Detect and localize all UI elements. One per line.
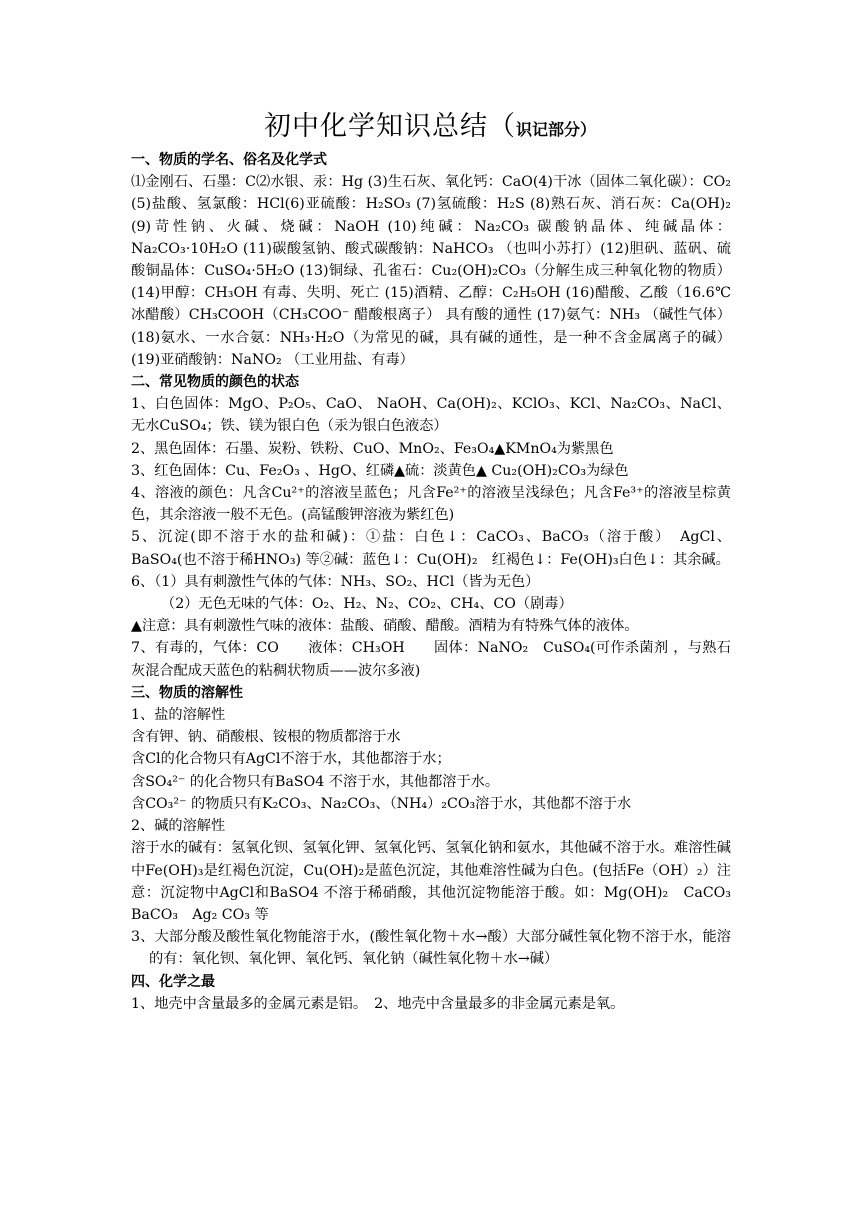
title-main: 初中化学知识总结（ (263, 111, 516, 142)
paragraph: 2、黑色固体：石墨、炭粉、铁粉、CuO、MnO₂、Fe₃O₄▲KMnO₄为紫黑色 (131, 440, 614, 457)
paragraph: 4、溶液的颜色：凡含Cu²⁺的溶液呈蓝色；凡含Fe²⁺的溶液呈浅绿色；凡含Fe³⁺的溶液呈棕黄色，其余溶液一般不无色。(高锰酸钾溶液为紫红色) (131, 485, 731, 524)
paragraph: 含有钾、钠、硝酸根、铵根的物质都溶于水 (131, 729, 401, 746)
paragraph: 2、碱的溶解性 (131, 818, 226, 835)
paragraph: 含CO₃²⁻ 的物质只有K₂CO₃、Na₂CO₃、（NH₄）₂CO₃溶于水，其他都不溶于水 (131, 795, 632, 812)
page-title (0, 110, 860, 147)
paragraph: 6、（1）具有刺激性气体的气体：NH₃、SO₂、HCl（皆为无色） (131, 573, 540, 590)
paragraph: 7、有毒的，气体：CO 液体：CH₃OH 固体：NaNO₂ CuSO₄(可作杀菌剂 ，与熟石灰混合配成天蓝色的粘稠状物质——波尔多液) (131, 640, 731, 679)
paragraph: 含Cl的化合物只有AgCl不溶于水，其他都溶于水； (131, 751, 451, 768)
paragraph: 3、红色固体：Cu、Fe₂O₃ 、HgO、红磷▲硫：淡黄色▲ Cu₂(OH)₂CO₃为绿色 (131, 462, 629, 479)
section-heading: 四、化学之最 (131, 973, 215, 990)
paragraph: 1、地壳中含量最多的金属元素是铝。 2、地壳中含量最多的非金属元素是氧。 (131, 995, 625, 1012)
paragraph: 5、沉淀(即不溶于水的盐和碱)：①盐：白色↓：CaCO₃、BaCO₃（溶于酸） AgCl、BaSO₄(也不溶于稀HNO₃) 等②碱：蓝色↓：Cu(OH)₂ 红褐色↓：Fe(OH)₃白色↓：其余碱。 (131, 529, 731, 568)
section-heading: 三、物质的溶解性 (131, 684, 243, 701)
document-body (131, 149, 746, 1015)
paragraph: 1、白色固体：MgO、P₂O₅、CaO、 NaOH、Ca(OH)₂、KClO₃、KCl、Na₂CO₃、NaCl、无水CuSO₄；铁、镁为银白色（汞为银白色液态） (131, 396, 731, 435)
paragraph: ⑴金刚石、石墨：C⑵水银、汞：Hg (3)生石灰、氧化钙：CaO(4)干冰（固体二氧化碳）：CO₂ (5)盐酸、氢氯酸：HCl(6)亚硫酸：H₂SO₃ (7)氢硫酸：H₂S (8)熟石灰、消石灰：Ca(OH)₂ (9)苛性钠、火碱、烧碱：NaOH (10)纯碱：Na₂CO₃ 碳酸钠晶体、纯碱晶体：Na₂CO₃·10H₂O (11)碳酸氢钠、酸式碳酸钠：NaHCO₃ （也叫小苏打）(12)胆矾、蓝矾、硫酸铜晶体：CuSO₄·5H₂O (13)铜绿、孔雀石：Cu₂(OH)₂CO₃（分解生成三种氧化物的物质）(14)甲醇：CH₃OH 有毒、失明、死亡 (15)酒精、乙醇：C₂H₅OH (16)醋酸、乙酸（16.6℃冰醋酸）CH₃COOH（CH₃COO⁻ 醋酸根离子） 具有酸的通性 (17)氨气：NH₃ （碱性气体） (18)氨水、一水合氨：NH₃·H₂O（为常见的碱，具有碱的通性，是一种不含金属离子的碱） (19)亚硝酸钠：NaNO₂ （工业用盐、有毒） (131, 174, 731, 368)
paragraph: ▲注意：具有刺激性气味的液体：盐酸、硝酸、醋酸。酒精为有特殊气体的液体。 (131, 618, 639, 635)
paragraph: （2）无色无味的气体：O₂、H₂、N₂、CO₂、CH₄、CO（剧毒） (161, 596, 573, 613)
paragraph: 溶于水的碱有：氢氧化钡、氢氧化钾、氢氧化钙、氢氧化钠和氨水，其他碱不溶于水。难溶性碱中Fe(OH)₃是红褐色沉淀，Cu(OH)₂是蓝色沉淀，其他难溶性碱为白色。(包括Fe（OH）₂）注意：沉淀物中AgCl和BaSO4 不溶于稀硝酸，其他沉淀物能溶于酸。如：Mg(OH)₂ CaCO₃ BaCO₃ Ag₂ CO₃ 等 (131, 840, 746, 923)
title-subtitle: 识记部分） (515, 120, 596, 139)
paragraph: 含SO₄²⁻ 的化合物只有BaSO4 不溶于水，其他都溶于水。 (131, 773, 500, 790)
section-heading: 二、常见物质的颜色的状态 (131, 374, 299, 391)
paragraph: 1、盐的溶解性 (131, 707, 226, 724)
paragraph: 3、大部分酸及酸性氧化物能溶于水，(酸性氧化物＋水→酸）大部分碱性氧化物不溶于水，能溶的有：氧化钡、氧化钾、氧化钙、氧化钠（碱性氧化物＋水→碱） (131, 929, 731, 968)
section-heading: 一、物质的学名、俗名及化学式 (131, 152, 327, 168)
